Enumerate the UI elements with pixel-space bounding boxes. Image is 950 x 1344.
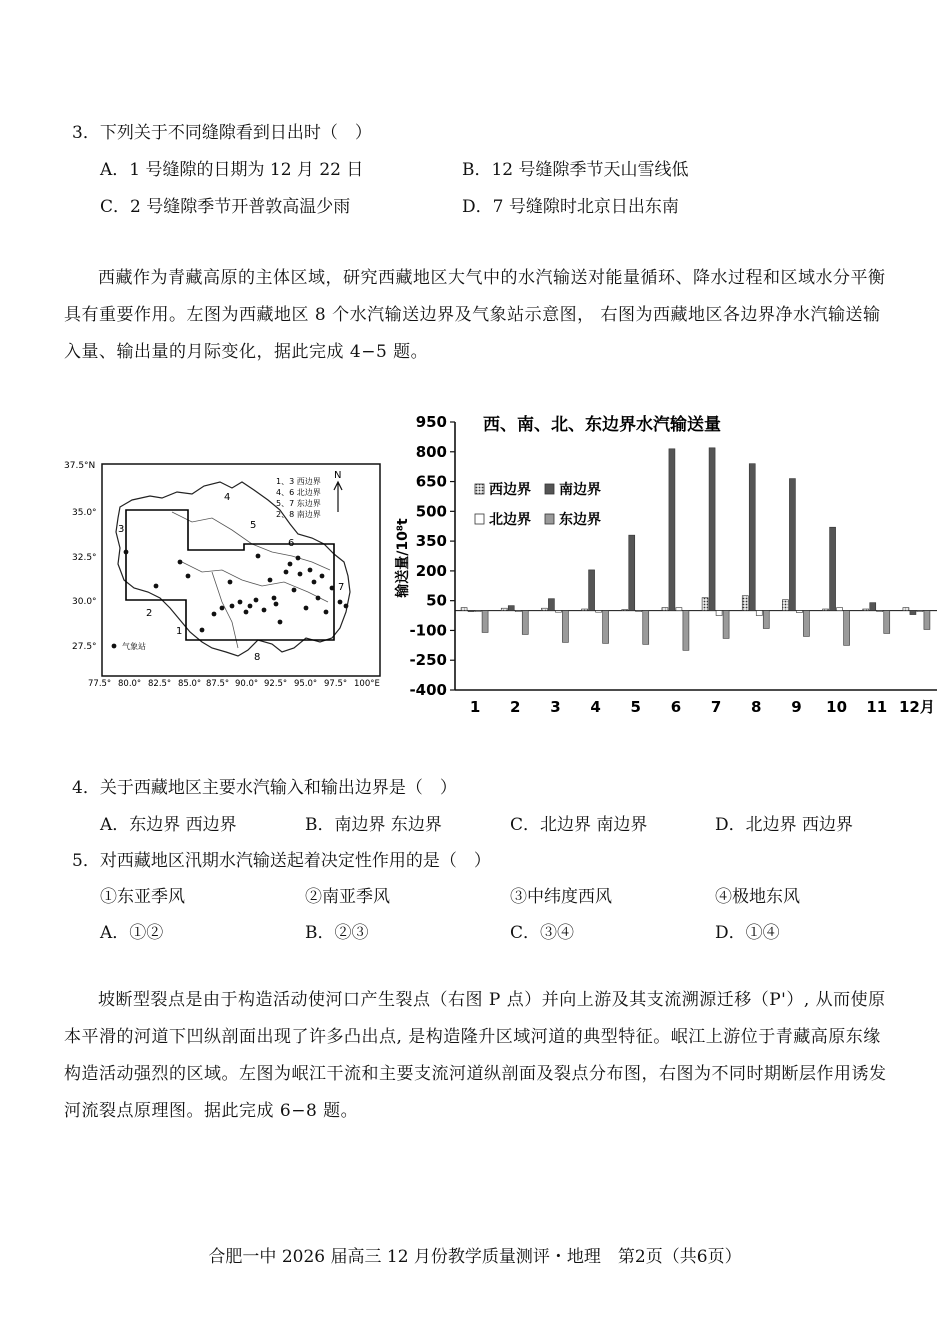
bar-西边界 xyxy=(582,609,588,611)
lon-label: 85.0° xyxy=(178,679,202,689)
q5-item-4: ④极地东风 xyxy=(715,887,800,907)
y-tick-label: 800 xyxy=(415,442,447,461)
x-tick-label: 11 xyxy=(866,698,888,716)
lat-label: 30.0° xyxy=(72,597,97,607)
legend-label: 西边界 xyxy=(489,482,531,498)
bar-东边界 xyxy=(803,611,809,637)
boundary-number: 3 xyxy=(118,524,125,535)
lon-label: 92.5° xyxy=(264,679,288,689)
tibet-outline xyxy=(116,482,350,656)
bar-东边界 xyxy=(884,611,890,634)
x-tick-label: 4 xyxy=(590,698,601,716)
bar-北边界 xyxy=(475,611,481,612)
chart-title: 西、南、北、东边界水汽输送量 xyxy=(483,415,721,435)
legend-label: 北边界 xyxy=(489,512,531,528)
legend-label: 南边界 xyxy=(559,482,601,498)
lon-label: 100°E xyxy=(354,679,380,689)
legend-swatch xyxy=(475,514,484,524)
lat-label: 27.5° xyxy=(72,642,97,652)
bar-南边界 xyxy=(830,527,836,610)
station-dots xyxy=(124,550,349,633)
x-tick-label: 3 xyxy=(550,698,561,716)
water-vapor-chart xyxy=(385,408,945,720)
bar-西边界 xyxy=(782,600,788,611)
x-tick-label: 12月 xyxy=(898,698,935,716)
bar-西边界 xyxy=(662,608,668,611)
boundary-number: 2 xyxy=(146,608,153,619)
lon-label: 77.5° xyxy=(88,679,112,689)
q3-option-b: B．12 号缝隙季节天山雪线低 xyxy=(462,160,689,180)
boundary-number: 8 xyxy=(254,652,261,663)
y-tick-label: 500 xyxy=(415,502,447,521)
q5-option-b: B．②③ xyxy=(305,923,369,943)
map-legend-line: 4、6 北边界 xyxy=(276,488,321,497)
bar-西边界 xyxy=(823,609,829,611)
q4-option-a: A．东边界 西边界 xyxy=(100,815,237,835)
internal-border xyxy=(212,572,238,648)
page-footer: 合肥一中 2026 届高三 12 月份教学质量测评・地理 第2页（共6页） xyxy=(208,1247,742,1267)
y-tick-label: 950 xyxy=(415,413,447,431)
q5-option-a: A．①② xyxy=(100,923,164,943)
bar-北边界 xyxy=(756,611,762,616)
boundary-number: 1 xyxy=(176,626,183,637)
tibet-map-figure xyxy=(62,452,392,690)
x-tick-label: 5 xyxy=(630,698,641,716)
y-tick-label: 350 xyxy=(415,532,447,551)
q3-option-c: C．2 号缝隙季节开普敦高温少雨 xyxy=(100,197,351,217)
y-tick-label: 200 xyxy=(415,561,447,580)
bar-南边界 xyxy=(789,479,795,611)
q5-option-c: C．③④ xyxy=(510,923,575,943)
x-tick-label: 1 xyxy=(469,698,481,716)
bar-南边界 xyxy=(870,603,876,611)
bar-东边界 xyxy=(924,611,930,630)
y-tick-label: -100 xyxy=(409,621,447,640)
bar-南边界 xyxy=(548,599,554,611)
north-label: N xyxy=(334,470,342,481)
intro-paragraph-1: 西藏作为青藏高原的主体区域，研究西藏地区大气中的水汽输送对能量循环、降水过程和区域水分平衡具有重要作用。左图为西藏地区 8 个水汽输送边界及气象站示意图， 右图为西藏地区各边界净水汽输送输入量、输出量的月际变化，据此完成 4−5 题。 xyxy=(64,268,886,362)
lat-label: 35.0° xyxy=(72,508,97,518)
bar-东边界 xyxy=(482,611,488,633)
bar-西边界 xyxy=(702,598,708,611)
q5-stem: 5．对西藏地区汛期水汽输送起着决定性作用的是（ ） xyxy=(72,851,491,871)
y-tick-label: -250 xyxy=(409,651,447,670)
bar-南边界 xyxy=(629,535,635,610)
q3-option-d: D．7 号缝隙时北京日出东南 xyxy=(462,197,679,217)
map-legend-line: 1、3 西边界 xyxy=(276,477,321,486)
bar-东边界 xyxy=(562,611,568,643)
y-axis-label: 输送量/10⁸t xyxy=(395,518,411,598)
boundary-number: 7 xyxy=(338,582,345,593)
bar-南边界 xyxy=(910,611,916,615)
q4-option-b: B．南边界 东边界 xyxy=(305,815,442,835)
lon-label: 82.5° xyxy=(148,679,172,689)
q5-item-3: ③中纬度西风 xyxy=(510,887,612,907)
legend-swatch xyxy=(545,514,554,524)
bar-北边界 xyxy=(555,611,561,613)
intro-paragraph-2: 坡断型裂点是由于构造活动使河口产生裂点（右图 P 点）并向上游及其支流溯源迁移（P'）, 从而使原本平滑的河道下凹纵剖面出现了许多凸出点, 是构造隆升区域河道的典型特征。岷江上游位于青藏高原东缘构造活动强烈的区域。左图为岷江干流和主要支流河道纵剖面及裂点分布图，右图为不同时期断层作用诱发河流裂点原理图。据此完成 6−8 题。 xyxy=(64,990,887,1121)
lat-label: 32.5° xyxy=(72,553,97,563)
map-legend-line: 2、8 南边界 xyxy=(276,510,321,519)
x-tick-label: 6 xyxy=(670,698,682,716)
bar-西边界 xyxy=(742,596,748,611)
lon-label: 97.5° xyxy=(324,679,348,689)
station-legend-label: 气象站 xyxy=(122,642,146,651)
bar-西边界 xyxy=(541,608,547,610)
bar-东边界 xyxy=(723,611,729,639)
bar-北边界 xyxy=(596,611,602,613)
bar-东边界 xyxy=(603,611,609,644)
q5-item-1: ①东亚季风 xyxy=(100,887,185,907)
bar-北边界 xyxy=(837,608,843,611)
bar-东边界 xyxy=(683,611,689,651)
x-tick-label: 2 xyxy=(510,698,521,716)
bar-西边界 xyxy=(501,608,507,610)
bar-南边界 xyxy=(709,448,715,611)
bar-北边界 xyxy=(917,611,923,612)
bar-北边界 xyxy=(716,611,722,616)
bar-北边界 xyxy=(515,611,521,612)
y-tick-label: 650 xyxy=(415,472,447,491)
lon-label: 90.0° xyxy=(235,679,259,689)
y-tick-label: 50 xyxy=(426,591,447,610)
bar-东边界 xyxy=(763,611,769,629)
q5-option-d: D．①④ xyxy=(715,923,780,943)
bar-西边界 xyxy=(863,609,869,611)
bar-南边界 xyxy=(589,570,595,611)
q4-stem: 4．关于西藏地区主要水汽输入和输出边界是（ ） xyxy=(72,778,457,798)
bar-北边界 xyxy=(636,611,642,612)
q4-option-c: C．北边界 南边界 xyxy=(510,815,648,835)
boundary-number: 5 xyxy=(250,520,257,531)
bar-东边界 xyxy=(643,611,649,645)
map-legend-line: 5、7 东边界 xyxy=(276,499,321,508)
q3-stem: 3．下列关于不同缝隙看到日出时（ ） xyxy=(72,123,372,143)
x-tick-label: 10 xyxy=(826,698,848,716)
q4-option-d: D．北边界 西边界 xyxy=(715,815,854,835)
bar-北边界 xyxy=(796,611,802,613)
q5-item-2: ②南亚季风 xyxy=(305,887,390,907)
bar-北边界 xyxy=(676,608,682,611)
bar-南边界 xyxy=(749,464,755,611)
lon-label: 80.0° xyxy=(118,679,142,689)
lat-label: 37.5°N xyxy=(64,461,96,471)
station-legend-dot xyxy=(112,644,117,649)
legend-label: 东边界 xyxy=(559,512,601,528)
boundary-number: 6 xyxy=(288,538,295,549)
x-tick-label: 7 xyxy=(710,698,722,716)
bar-西边界 xyxy=(903,608,909,611)
x-tick-label: 8 xyxy=(751,698,762,716)
bar-南边界 xyxy=(468,611,474,612)
bar-西边界 xyxy=(622,610,628,611)
boundary-number: 4 xyxy=(224,492,231,503)
x-tick-label: 9 xyxy=(791,698,802,716)
bar-北边界 xyxy=(877,611,883,612)
bar-西边界 xyxy=(461,608,467,611)
bar-南边界 xyxy=(669,449,675,611)
legend-swatch xyxy=(545,484,554,494)
lon-label: 87.5° xyxy=(206,679,230,689)
y-tick-label: -400 xyxy=(409,681,447,699)
bar-东边界 xyxy=(522,611,528,635)
internal-border xyxy=(182,562,328,602)
bar-南边界 xyxy=(508,606,514,611)
q3-option-a: A．1 号缝隙的日期为 12 月 22 日 xyxy=(100,160,364,180)
lon-label: 95.0° xyxy=(294,679,318,689)
legend-swatch xyxy=(475,484,484,494)
north-arrow-icon xyxy=(334,482,342,512)
bar-东边界 xyxy=(844,611,850,646)
boundary-box xyxy=(126,510,334,640)
